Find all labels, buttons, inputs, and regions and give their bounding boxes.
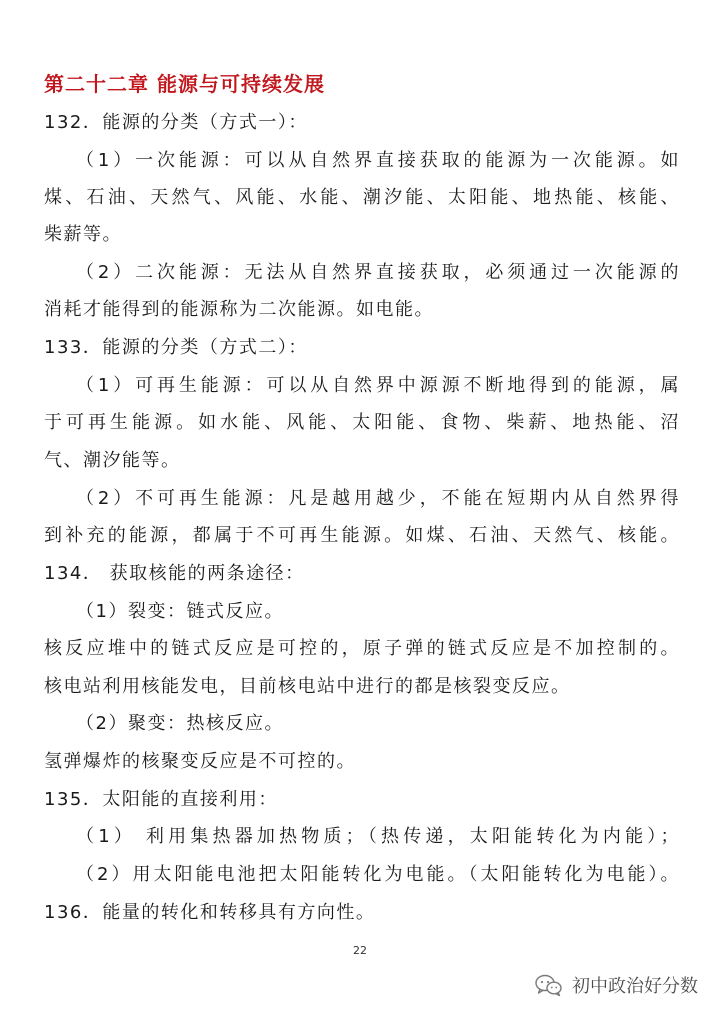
page-number: 22 <box>353 944 367 957</box>
section-heading-133: 133．能源的分类（方式二）： <box>44 337 308 358</box>
section-heading-136: 136．能量的转化和转移具有方向性。 <box>44 902 376 923</box>
paragraph-line: 核反应堆中的链式反应是可控的，原子弹的链式反应是不加控制的。 <box>44 638 680 659</box>
section-heading-132: 132．能源的分类（方式一）： <box>44 112 308 133</box>
chapter-title: 第二十二章 能源与可持续发展 <box>44 72 325 96</box>
section-heading-134: 134． 获取核能的两条途径： <box>44 563 305 584</box>
paragraph-line: 氢弹爆炸的核聚变反应是不可控的。 <box>44 751 356 772</box>
paragraph-line: 气、潮汐能等。 <box>44 450 181 471</box>
paragraph-line: （2）用太阳能电池把太阳能转化为电能。（太阳能转化为电能）。 <box>76 864 680 885</box>
paragraph-line: （2）二次能源：无法从自然界直接获取，必须通过一次能源的 <box>76 262 680 283</box>
paragraph-line: （2）聚变：热核反应。 <box>76 713 284 734</box>
paragraph-line: （2）不可再生能源：凡是越用越少，不能在短期内从自然界得 <box>76 488 680 509</box>
paragraph-line: （1）一次能源：可以从自然界直接获取的能源为一次能源。如 <box>76 150 680 171</box>
section-heading-135: 135．太阳能的直接利用： <box>44 789 278 810</box>
paragraph-line: （1）可再生能源：可以从自然界中源源不断地得到的能源，属 <box>76 375 680 396</box>
paragraph-line: 于可再生能源。如水能、风能、太阳能、食物、柴薪、地热能、沼 <box>44 412 680 433</box>
paragraph-line: 核电站利用核能发电，目前核电站中进行的都是核裂变反应。 <box>44 676 571 697</box>
watermark <box>534 972 698 998</box>
paragraph-line: （1） 利用集热器加热物质；（热传递，太阳能转化为内能）； <box>76 826 680 847</box>
watermark-text: 初中政治好分数 <box>572 976 698 997</box>
paragraph-line: 消耗才能得到的能源称为二次能源。如电能。 <box>44 299 434 320</box>
paragraph-line: 柴薪等。 <box>44 224 122 245</box>
paragraph-line: 煤、石油、天然气、风能、水能、潮汐能、太阳能、地热能、核能、 <box>44 187 680 208</box>
paragraph-line: （1）裂变：链式反应。 <box>76 601 284 622</box>
wechat-icon <box>534 973 564 997</box>
paragraph-line: 到补充的能源，都属于不可再生能源。如煤、石油、天然气、核能。 <box>44 525 680 546</box>
